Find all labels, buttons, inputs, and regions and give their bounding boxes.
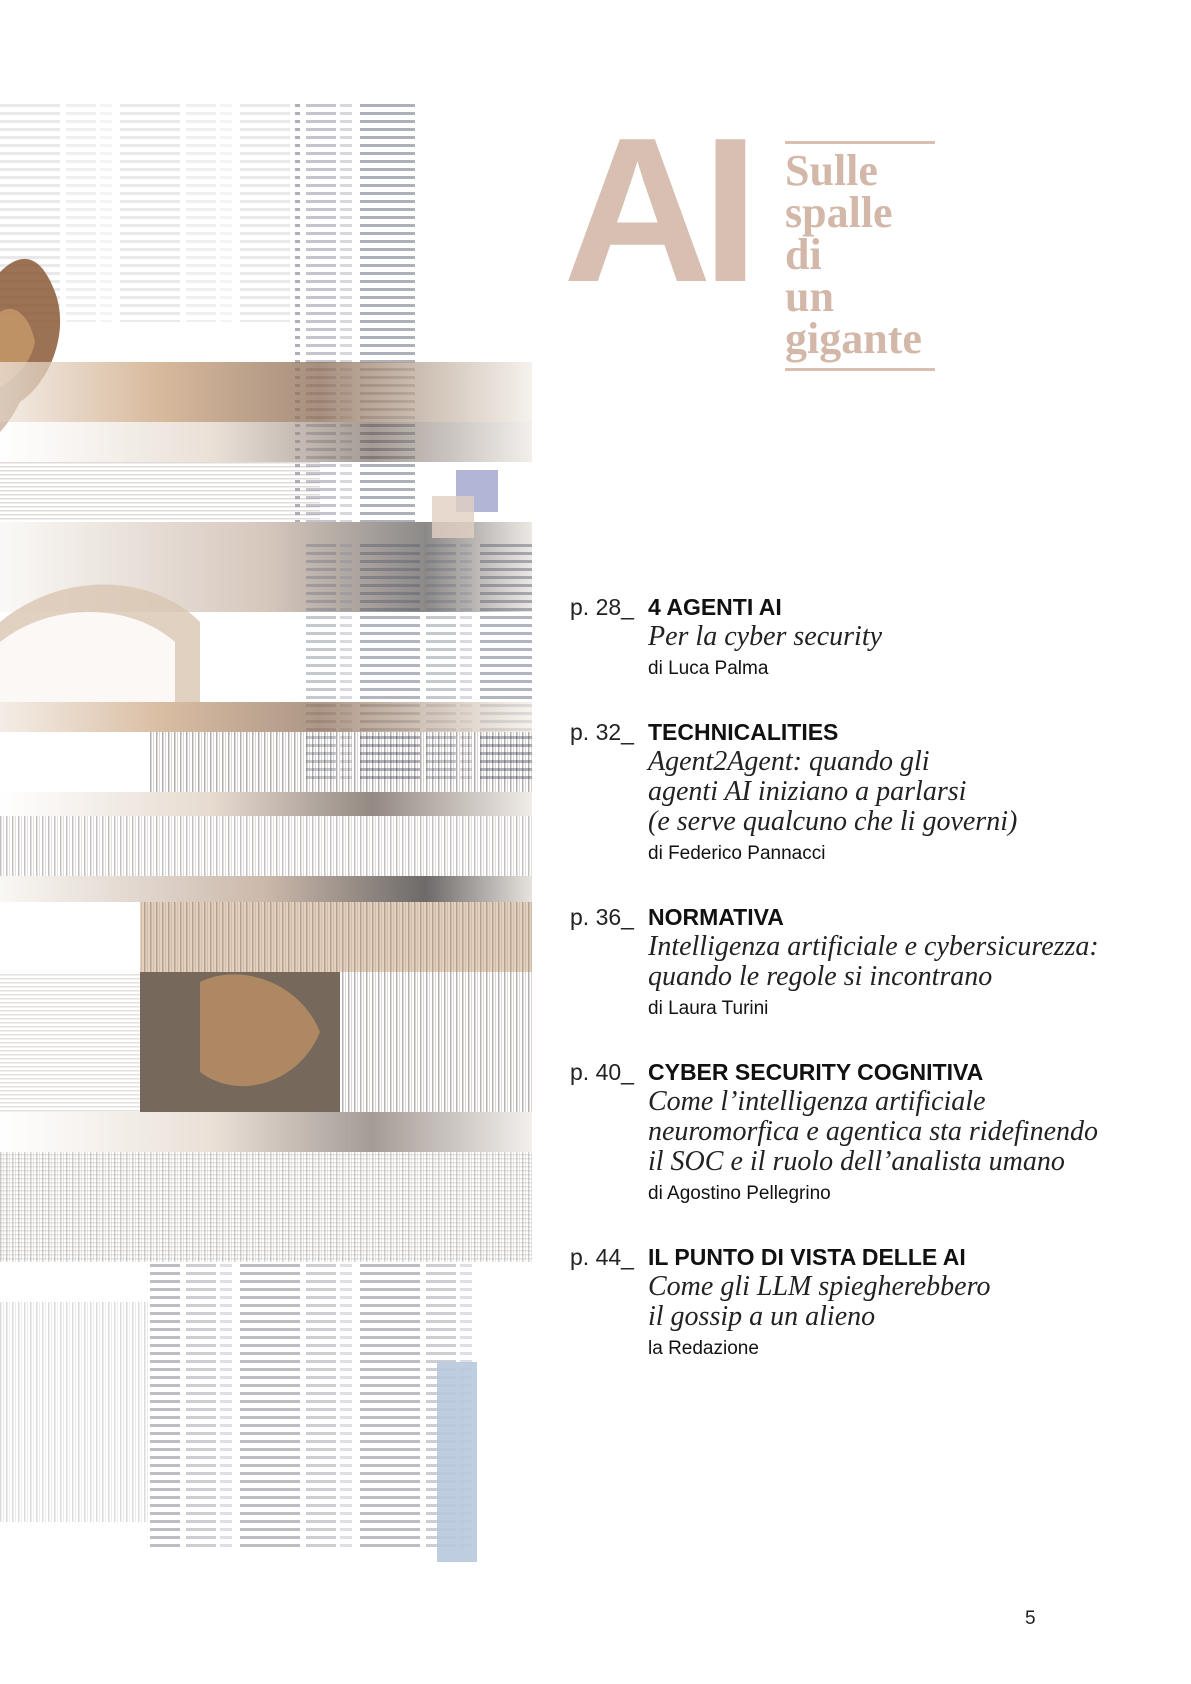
subtitle-top-rule xyxy=(785,141,935,144)
toc-page-ref: p. 40_ xyxy=(570,1059,634,1085)
toc-section-label: TECHNICALITIES xyxy=(648,719,839,745)
toc-author: di Luca Palma xyxy=(648,658,769,679)
toc-entry-technicalities[interactable] xyxy=(570,717,1130,869)
section-subtitle-block xyxy=(785,141,935,371)
toc-section-label: IL PUNTO DI VISTA DELLE AI xyxy=(648,1244,966,1270)
toc-author: la Redazione xyxy=(648,1338,759,1359)
section-subtitle: Sulle spalle di un gigante xyxy=(785,146,922,363)
toc-author: di Laura Turini xyxy=(648,998,769,1019)
table-of-contents xyxy=(570,592,1130,1397)
glitch-collage-image xyxy=(0,102,532,1562)
page-number: 5 xyxy=(1025,1608,1036,1629)
toc-entry-punto-di-vista[interactable] xyxy=(570,1242,1130,1364)
toc-section-label: NORMATIVA xyxy=(648,904,784,930)
toc-article-title: Per la cyber security xyxy=(648,621,883,652)
toc-page-ref: p. 36_ xyxy=(570,904,634,930)
toc-article-title: Come gli LLM spiegherebbero il gossip a un alieno xyxy=(648,1271,991,1332)
toc-entry-cyber-security-cognitiva[interactable] xyxy=(570,1057,1130,1209)
toc-section-label: 4 AGENTI AI xyxy=(648,594,782,620)
toc-entry-agenti-ai[interactable] xyxy=(570,592,1130,684)
toc-author: di Federico Pannacci xyxy=(648,843,826,864)
toc-article-title: Agent2Agent: quando gli agenti AI iniziano a parlarsi (e serve qualcuno che li governi) xyxy=(648,746,1018,837)
toc-section-label: CYBER SECURITY COGNITIVA xyxy=(648,1059,984,1085)
toc-article-title: Intelligenza artificiale e cybersicurezza: quando le regole si incontrano xyxy=(648,931,1099,992)
toc-author: di Agostino Pellegrino xyxy=(648,1183,831,1204)
toc-article-title: Come l’intelligenza artificiale neuromorfica e agentica sta ridefinendo il SOC e il ruolo dell’analista umano xyxy=(648,1086,1098,1177)
toc-entry-normativa[interactable] xyxy=(570,902,1130,1024)
toc-page-ref: p. 32_ xyxy=(570,719,634,745)
toc-page-ref: p. 28_ xyxy=(570,594,634,620)
toc-page-ref: p. 44_ xyxy=(570,1244,634,1270)
subtitle-bottom-rule xyxy=(785,368,935,371)
section-heading-ai: AI xyxy=(563,95,749,325)
